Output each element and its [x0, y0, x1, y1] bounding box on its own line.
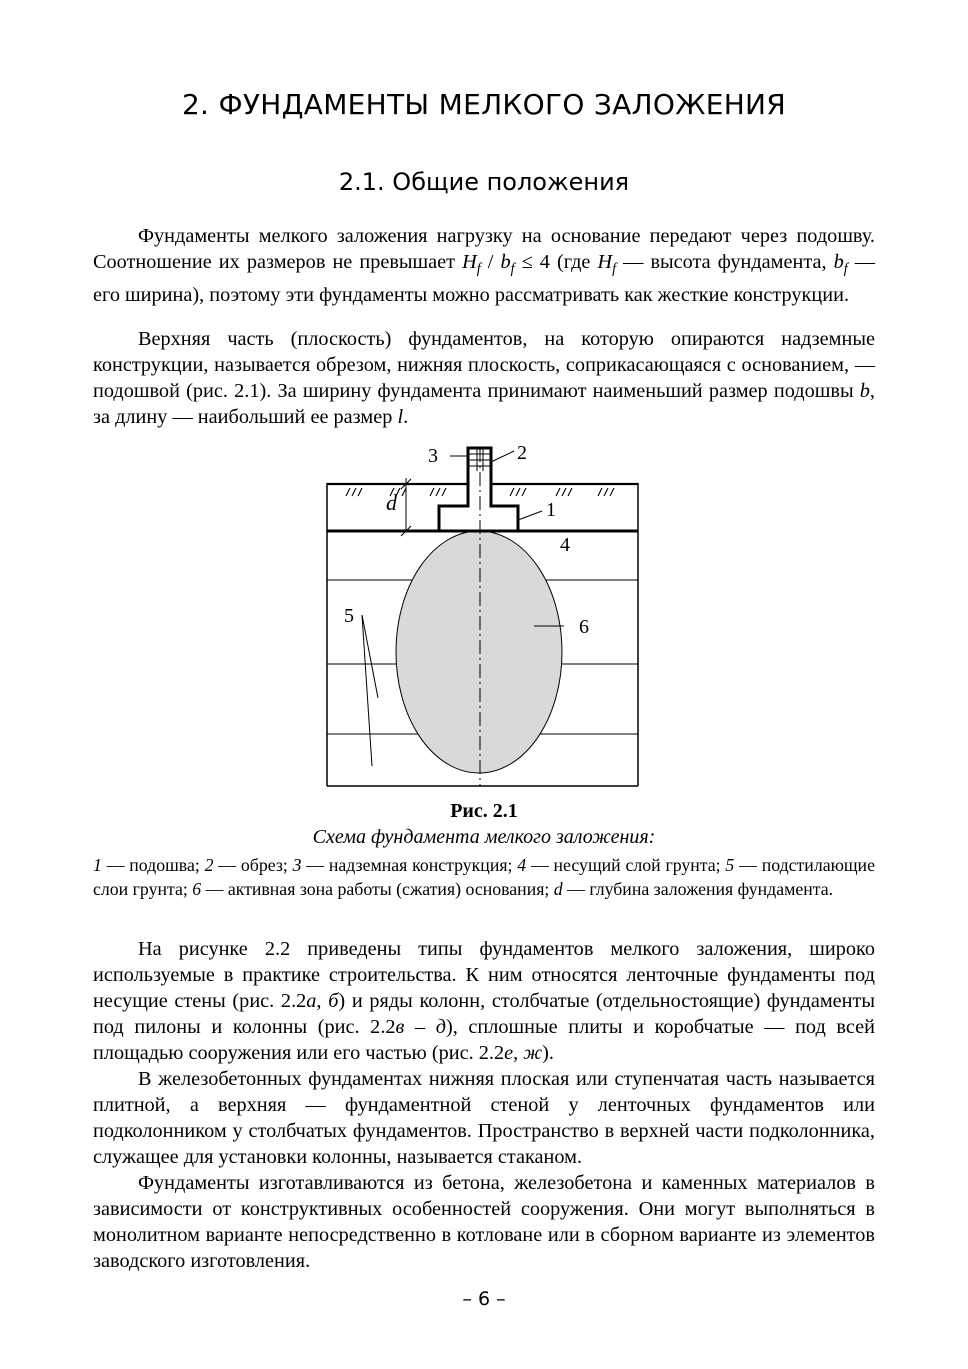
label-3: 3	[428, 445, 438, 467]
page-number: – 6 –	[462, 1288, 506, 1310]
active-compression-zone	[396, 531, 562, 773]
text-run: b	[833, 251, 844, 273]
leader-5b	[362, 615, 372, 766]
text-run: в – д	[395, 1016, 446, 1038]
text-run: а	[306, 990, 317, 1012]
text-run: b	[859, 380, 870, 402]
paragraph-3: На рисунке 2.2 приведены типы фундаментов мелкого заложения, широко используемые в практике строительства. К ним относятся ленточные фундаменты под несущие стены (рис. 2.2а, б) и ряды колонн, столбчатые (отдельностоящие) фундаменты под пилоны и колонны (рис. 2.2в – д), сплошные плиты и коробчатые — под всей площадью сооружения или его частью (рис. 2.2е, ж).	[93, 938, 876, 1064]
text-run: f	[476, 261, 481, 278]
label-5: 5	[344, 605, 354, 627]
chapter-title: 2. ФУНДАМЕНТЫ МЕЛКОГО ЗАЛОЖЕНИЯ	[181, 88, 787, 121]
text-run: f	[612, 261, 617, 278]
paragraph-2: Верхняя часть (плоскость) фундаментов, на которую опираются надземные конструкции, называется обрезом, нижняя плоскость, соприкасающаяся с основанием, — подошвой (рис. 2.1). За ширину фундамента принимают наименьший размер подошвы b, за длину — наибольший ее размер l.	[93, 328, 875, 428]
text-run: 2	[204, 855, 214, 875]
text-run: H	[462, 251, 477, 273]
foundation-figure	[320, 443, 650, 793]
text-run: ж	[523, 1042, 543, 1064]
label-1: 1	[546, 499, 556, 521]
text-run: H	[597, 251, 613, 273]
text-run: 6	[192, 879, 202, 899]
text-run: 5	[725, 855, 735, 875]
text-run: l	[397, 406, 404, 428]
paragraph-1: Фундаменты мелкого заложения нагрузку на основание передают через подошву. Соотношение их размеров не превышает $H_f / b_f \le 4$ (где $H_f$ — высота фундамента, $b_f$ — его ширина), поэтому эти фундаменты можно рассматривать как жесткие конструкции.	[93, 225, 876, 307]
figure-label: Рис. 2.1	[450, 800, 518, 822]
leader-2	[491, 451, 514, 462]
label-d: d	[386, 490, 397, 515]
text-run: 1	[93, 855, 102, 875]
label-4: 4	[560, 534, 570, 556]
text-run: d	[553, 879, 563, 899]
text-run: b	[500, 251, 511, 273]
leader-1	[518, 511, 542, 520]
text-run: 3	[292, 855, 302, 875]
text-run: f	[843, 261, 848, 278]
paragraph-4: В железобетонных фундаментах нижняя плоская или ступенчатая часть называется плитной, а верхняя — фундаментной стеной у ленточных фундаментов или подколонником у столбчатых фундаментов. Пространство в верхней части подколонника, служащее для установки колонны, называется стаканом.	[93, 1068, 875, 1168]
text-run: б	[328, 990, 339, 1012]
figure-legend: 1 — подошва; 2 — обрез; 3 — надземная конструкция; 4 — несущий слой грунта; 5 — подстилающие слои грунта; 6 — активная зона работы (сжатия) основания; d — глубина заложения фундамента.	[93, 855, 875, 899]
label-6: 6	[579, 616, 589, 638]
text-run: 4	[517, 855, 527, 875]
paragraph-5: Фундаменты изготавливаются из бетона, железобетона и каменных материалов в зависимости от конструктивных особенностей сооружения. Они могут выполняться в монолитном варианте непосредственно в котловане или в сборном варианте из элементов заводского изготовления.	[93, 1172, 875, 1272]
label-2: 2	[517, 443, 527, 464]
text-run: f	[510, 261, 515, 278]
figure-title: Схема фундамента мелкого заложения:	[312, 826, 656, 848]
text-run: е	[504, 1042, 514, 1064]
section-title: 2.1. Общие положения	[338, 168, 630, 196]
